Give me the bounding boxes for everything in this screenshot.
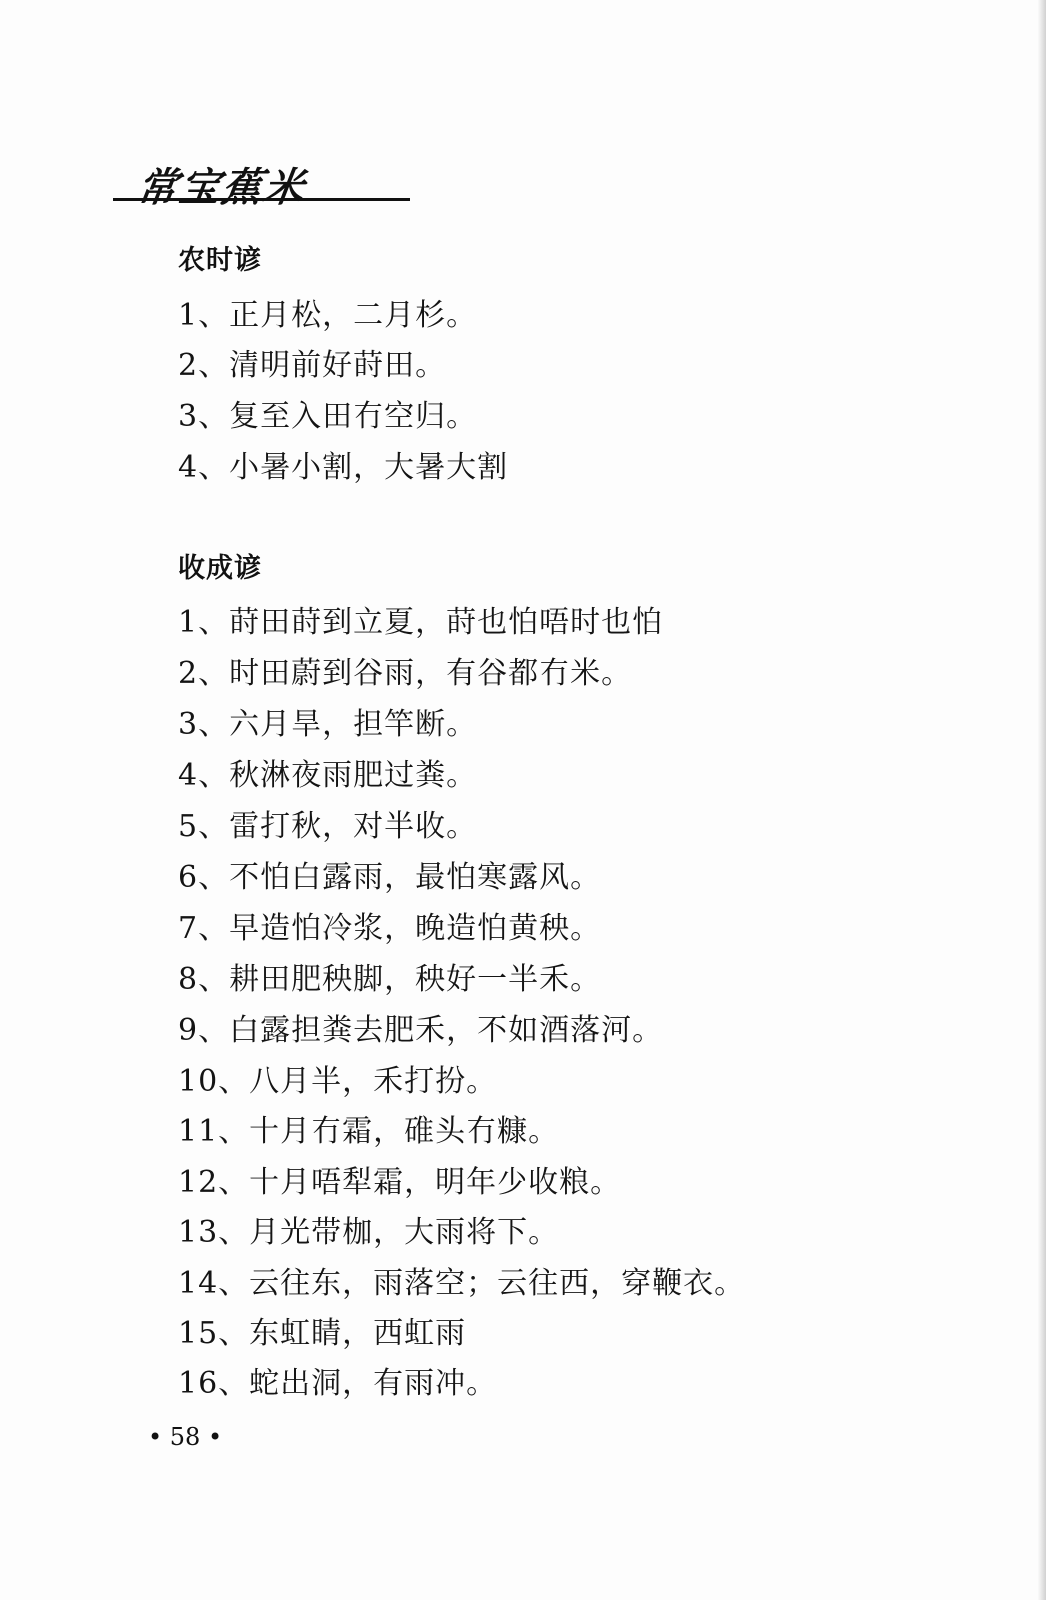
proverb-line: 5、雷打秋，对半收。 xyxy=(178,809,478,844)
proverb-line: 3、复至入田冇空归。 xyxy=(178,399,478,434)
proverb-line: 10、八月半，禾打扮。 xyxy=(178,1064,498,1099)
proverb-line: 4、秋淋夜雨肥过粪。 xyxy=(178,758,478,793)
proverb-line: 12、十月唔犁霜，明年少收粮。 xyxy=(178,1165,622,1200)
proverb-line: 11、十月冇霜，碓头冇糠。 xyxy=(178,1114,560,1149)
proverb-line: 14、云往东，雨落空；云往西，穿鞭衣。 xyxy=(178,1266,746,1301)
page-edge xyxy=(1038,0,1046,1600)
header-rule xyxy=(113,198,410,201)
proverb-line: 2、时田蔚到谷雨，有谷都冇米。 xyxy=(178,656,633,691)
proverb-line: 9、白露担粪去肥禾，不如酒落河。 xyxy=(178,1013,664,1048)
running-head: 常宝蕉米 xyxy=(134,164,309,211)
proverb-line: 8、耕田肥秧脚，秧好一半禾。 xyxy=(178,962,602,997)
proverb-line: 16、蛇出洞，有雨冲。 xyxy=(178,1366,498,1401)
section-title-shoucheng: 收成谚 xyxy=(178,553,262,584)
proverb-line: 2、清明前好莳田。 xyxy=(178,348,447,383)
proverb-line: 6、不怕白露雨，最怕寒露风。 xyxy=(178,860,602,895)
proverb-line: 4、小暑小割，大暑大割 xyxy=(178,450,509,485)
proverb-line: 13、月光带枷，大雨将下。 xyxy=(178,1215,560,1250)
proverb-line: 7、早造怕冷浆，晚造怕黄秧。 xyxy=(178,911,602,946)
proverb-line: 3、六月旱，担竿断。 xyxy=(178,707,478,742)
proverb-line: 15、东虹睛，西虹雨 xyxy=(178,1316,467,1351)
section-title-nongshi: 农时谚 xyxy=(178,245,262,276)
proverb-line: 1、莳田莳到立夏，莳也怕唔时也怕 xyxy=(178,605,664,640)
page-number: • 58 • xyxy=(148,1423,223,1451)
proverb-line: 1、正月松，二月杉。 xyxy=(178,298,478,333)
